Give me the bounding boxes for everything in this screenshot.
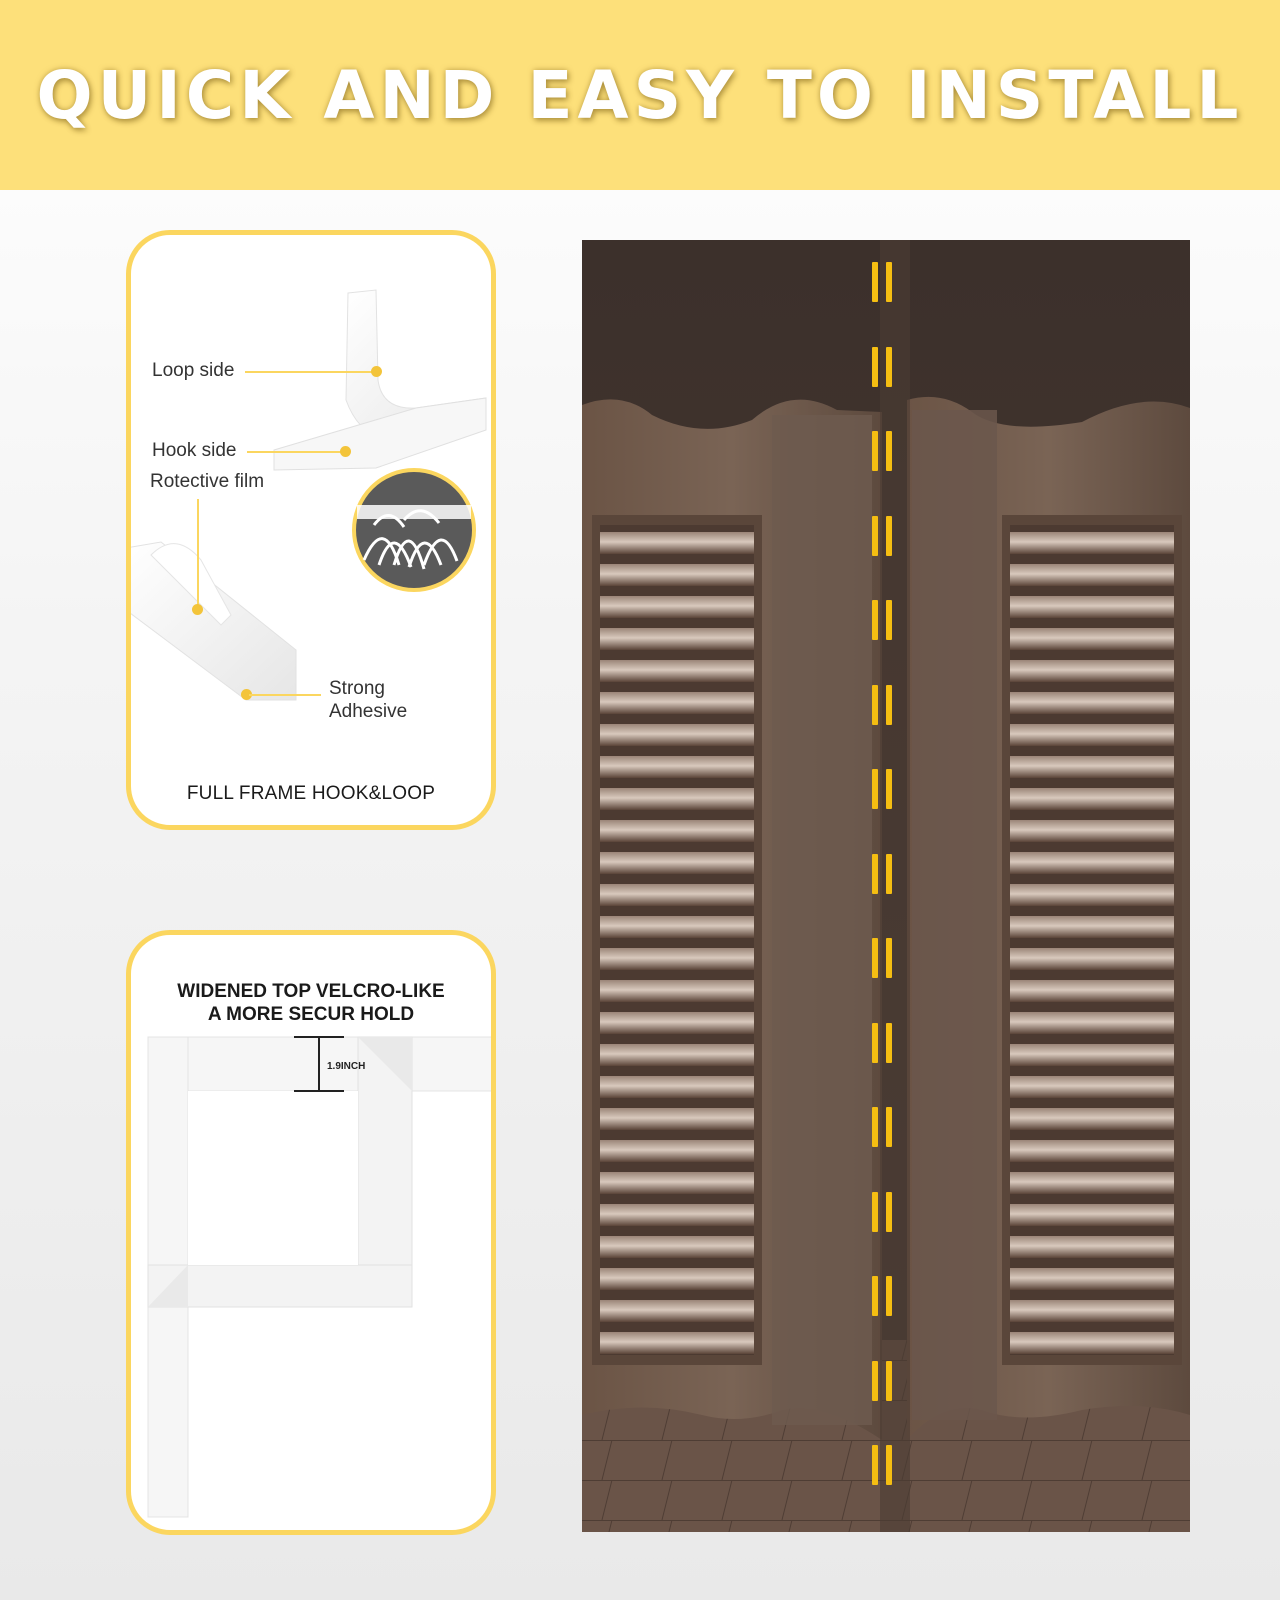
magnet-dash xyxy=(886,431,892,471)
hook-fibers-closeup-icon xyxy=(349,465,479,595)
magnet-dash xyxy=(872,1107,878,1147)
callout-dot xyxy=(371,366,382,377)
card-caption: FULL FRAME HOOK&LOOP xyxy=(186,783,436,804)
magnet-dash xyxy=(886,516,892,556)
magnet-dash xyxy=(872,938,878,978)
magnet-dash xyxy=(886,938,892,978)
label-strong-adhesive-line1: Strong xyxy=(329,678,385,699)
magnet-dash xyxy=(886,347,892,387)
magnet-dash xyxy=(872,1361,878,1401)
page-title: QUICK AND EASY TO INSTALL xyxy=(36,56,1244,134)
magnet-dash xyxy=(872,769,878,809)
magnet-dash xyxy=(872,1276,878,1316)
magnet-dash xyxy=(886,1276,892,1316)
leader-line xyxy=(245,371,375,373)
leader-line xyxy=(247,451,345,453)
magnet-seam-line xyxy=(582,240,1190,1532)
magnet-dash xyxy=(872,685,878,725)
magnet-dash xyxy=(886,1107,892,1147)
callout-dot xyxy=(340,446,351,457)
saloon-door-screen-image xyxy=(582,240,1190,1532)
magnet-dash xyxy=(872,854,878,894)
measurement-label: 1.9INCH xyxy=(327,1061,366,1072)
magnet-dash xyxy=(872,600,878,640)
magnet-dash xyxy=(886,1023,892,1063)
velcro-frame-corner-icon xyxy=(126,1025,496,1535)
label-loop-side: Loop side xyxy=(152,360,235,381)
label-protective-film: Rotective film xyxy=(150,471,265,492)
card-title-line2: A MORE SECUR HOLD xyxy=(207,1004,415,1025)
magnet-dash xyxy=(886,1361,892,1401)
magnet-dash xyxy=(872,1023,878,1063)
magnet-dash xyxy=(872,262,878,302)
magnet-dash xyxy=(872,431,878,471)
card-title xyxy=(131,980,491,1026)
magnet-dash xyxy=(886,769,892,809)
magnet-dash xyxy=(886,600,892,640)
magnet-dash xyxy=(872,516,878,556)
magnet-dash xyxy=(886,1192,892,1232)
label-strong-adhesive xyxy=(329,677,407,723)
header-banner xyxy=(0,0,1280,190)
card-title-line1: WIDENED TOP VELCRO-LIKE xyxy=(177,981,445,1002)
magnet-dash xyxy=(886,1445,892,1485)
magnet-dash xyxy=(872,1192,878,1232)
magnet-dash xyxy=(886,685,892,725)
label-hook-side: Hook side xyxy=(152,440,237,461)
leader-line xyxy=(249,694,321,696)
magnet-dash xyxy=(886,854,892,894)
widened-top-card xyxy=(126,930,496,1535)
magnet-dash xyxy=(872,347,878,387)
magnet-dash xyxy=(872,1445,878,1485)
leader-line xyxy=(197,499,199,609)
magnet-dash xyxy=(886,262,892,302)
callout-dot xyxy=(192,604,203,615)
label-strong-adhesive-line2: Adhesive xyxy=(329,701,408,722)
hook-loop-card xyxy=(126,230,496,830)
